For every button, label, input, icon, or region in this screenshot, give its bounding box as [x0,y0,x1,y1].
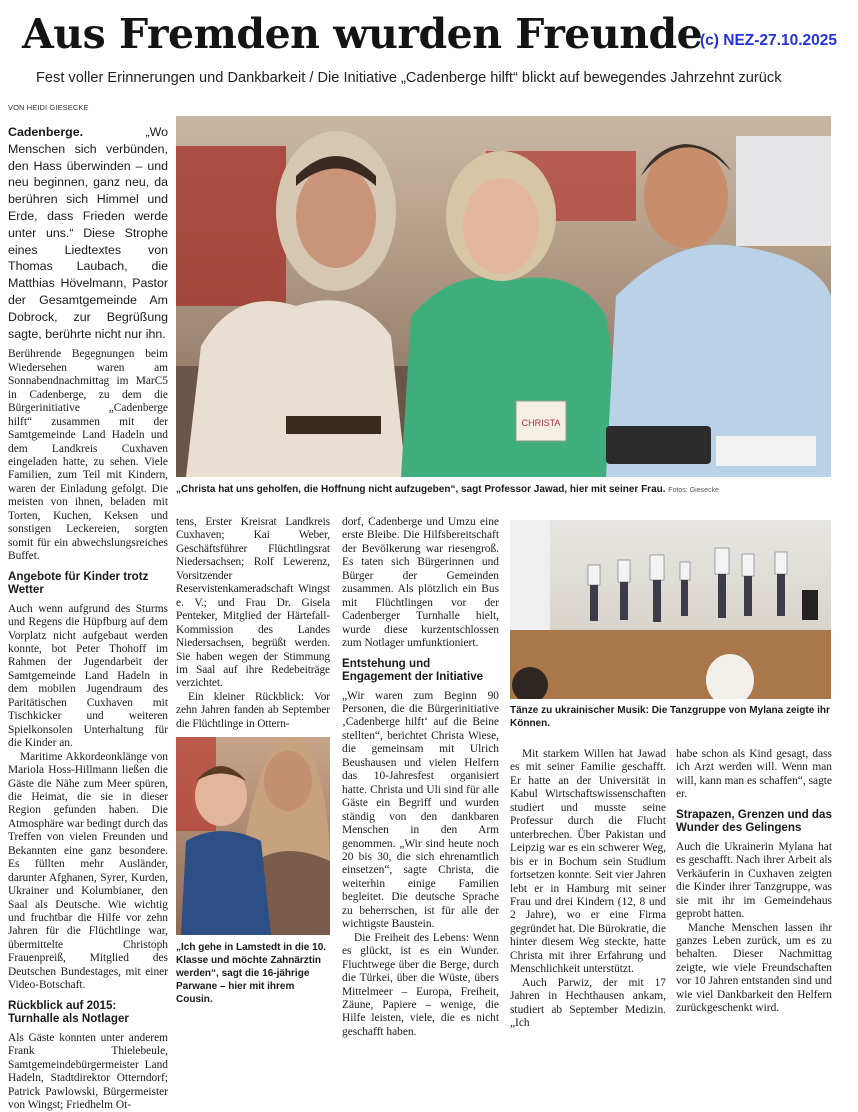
paragraph: Als Gäste konnten unter anderem Frank Thielebeule, Samtgemeindebürgermeister Land Hadeln, Stadtdirektor Otterndorf; Patrick Pawlowski, Bürgermeister von Wingst; Friedhelm Ot- [8,1031,168,1112]
parwane-photo-illustration [176,737,330,935]
subheading: Rückblick auf 2015: Turnhalle als Notlager [8,998,129,1026]
copyright-notice: (c) NEZ-27.10.2025 [700,32,837,49]
dance-photo-illustration [510,520,831,699]
subheading: Entstehung und Engagement der Initiative [342,656,484,684]
column-3 [342,516,499,1039]
column-2 [176,516,330,731]
paragraph: Auch Parwiz, der mit 17 Jahren in Hechthausen ankam, studiert ab September Medizin. „Ich [510,976,666,1030]
paragraph: Maritime Akkordeonklänge von Mariola Hoss-Hillmann ließen die Gäste die Nähe zum Meer spüren, die Heimat, die sie in dieser Region gefunden haben. Die Atmosphäre war bedingt durch das Treffen von vielen Freunden und Bekannten eine ganz besondere. Es füllten mehr Ausländer, darunter Afghanen, Syrer, Kurden, Ukrainer und Kolumbianer, den Saal als Deutsche. Wie wichtig und fruchtbar die Hilfe vor zehn Jahren für die Flüchtlinge war, übermittelte Christoph Frauenpreiß, Mitglied des Deutschen Bundestages, mit einer Video-Botschaft. [8,750,168,992]
subtitle: Fest voller Erinnerungen und Dankbarkeit / Die Initiative „Cadenberge hilft“ blickt auf bewegendes Jahrzehnt zurück [36,70,782,86]
main-photo-caption [176,483,831,497]
dance-photo [510,520,831,699]
column-4 [510,748,666,1031]
parwane-photo [176,737,330,935]
photo-credit: Fotos: Giesecke [668,487,719,494]
dance-photo-caption: Tänze zu ukrainischer Musik: Die Tanzgruppe von Mylana zeigte ihr Können. [510,705,830,729]
lead-text: „Wo Menschen sich verbünden, den Hass überwinden – und neu beginnen, ganz neu, da berühren sich Himmel und Erde, dass Frieden werde unter uns.“ Diese Strophe eines Liedtextes von Thomas Laubach, die Matthias Hövelmann, Pastor der Gesamtgemeinde Am Dobrock, zur Begrüßung sagte, berührte nicht nur ihn. [8,125,168,341]
main-photo-illustration [176,116,831,477]
byline: VON HEIDI GIESECKE [8,103,89,112]
subheading: Strapazen, Grenzen und das Wunder des Gelingens [676,807,832,835]
paragraph: Ein kleiner Rückblick: Vor zehn Jahren fanden ab September die Flüchtlinge in Ottern- [176,690,330,730]
main-photo [176,116,831,477]
column-2-stack [176,516,332,1006]
lead-paragraph [8,124,168,342]
caption-text: „Christa hat uns geholfen, die Hoffnung nicht aufzugeben“, sagt Professor Jawad, hier mit seiner Frau. [176,484,666,495]
paragraph: Manche Menschen lassen ihr ganzes Leben zurück, um es zu behalten. Dieser Nachmittag zeigte, wie viele Freundschaften vor 10 Jahren entstanden sind und wie viel Dankbarkeit den Helfern zurückgeschenkt wird. [676,921,832,1015]
column-1 [8,124,168,1112]
parwane-photo-caption: „Ich gehe in Lamstedt in die 10. Klasse und möchte Zahnärztin werden“, sagt die 16-jährige Parwane – hier mit ihrem Cousin. [176,942,327,1005]
dateline: Cadenberge. [8,125,84,139]
column-5 [676,748,832,1016]
paragraph: tens, Erster Kreisrat Landkreis Cuxhaven; Kai Weber, Geschäftsführer Flüchtlingsrat Niedersachsen; Rolf Lewerenz, Vorsitzender Reservistenkameradschaft Wingst e. V.; und Frau Dr. Gisela Penteker, Mitglied der Härtefall-Kommission des Landes Niedersachsen, begrüßt werden. Sie haben wegen der Stimmung im Saal auf ihre Redebeiträge verzichtet. [176,516,330,690]
subheading: Angebote für Kinder trotz Wetter [8,569,149,597]
paragraph: Die Freiheit des Lebens: Wenn es glückt, ist es ein Wunder. Fluchtwege über die Berge, durch die Türkei, über die Wüste, übers Mittelmeer – Europa, Freiheit, Zäune, Papiere – wenige, die Hilfe leisten, viele, die es nicht geschafft haben. [342,931,499,1038]
paragraph: habe schon als Kind gesagt, dass ich Arzt werden will. Wenn man will, kann man es schaffen“, sagte er. [676,748,832,801]
paragraph: Berührende Begegnungen beim Wiedersehen waren am Sonnabendnachmittag im MarC5 in Cadenberge, zu dem die Bürgerinitiative „Cadenberge hilft“ zusammen mit der Samtgemeinde Land Hadeln und dem Landkreis Cuxhaven eingeladen hatte, zu sehen. Viele Familien, zum Teil mit Kindern, waren der Einladung gefolgt. Die meisten von ihnen, beladen mit Torten, Kuchen, Keksen und sonstigen Leckereien, sorgten somit für ein abwechslungsreiches Buffet. [8,348,168,563]
name-tag: CHRISTA [521,418,561,428]
paragraph: Auch die Ukrainerin Mylana hat es geschafft. Nach ihrer Arbeit als Verkäuferin in Cuxhaven zeigten die Kinder ihrer Tanzgruppe, was sie mit ihr im Gemeindehaus geprobt hatten. [676,840,832,921]
paragraph: dorf, Cadenberge und Umzu eine erste Bleibe. Die Hilfsbereitschaft der Bevölkerung war riesengroß. Es taten sich Bürgerinnen und Bürger der Gemeinden zusammen. Als plötzlich ein Bus mit Flüchtlingen vor der Cadenberger Turnhalle hielt, wurde diese kurzentschlossen zum Notlager umfunktioniert. [342,516,499,650]
paragraph: „Wir waren zum Beginn 90 Personen, die die Bürgerinitiative ‚Cadenberge hilft‘ auf die Beine stellten“, berichtet Christa Wiese, die gemeinsam mit Ulrich Beushausen und vielen Helfern das 10-Jahresfest organisiert hatte. Christa und Uli sind für alle Gäste ein Begriff und wurden ständig von den dankbaren Menschen in den Arm genommen. „Wir sind heute noch 20 bis 30, die sich ehrenamtlich einsetzen“, sagte Christa, die weiterhin einige Familien begleitet. Die deutsche Sprache zu beherrschen, ist für alle der wichtigste Baustein. [342,689,499,931]
paragraph: Mit starkem Willen hat Jawad es mit seiner Familie geschafft. Er hatte an der Universität in Kabul Wirtschaftswissenschaften studiert und musste seine Professur durch die Flucht unterbrechen. Über Pakistan und Leipzig war es ein schwerer Weg, bis er in Bochum sein Studium fortsetzen konnte. Seit vier Jahren lebt er in Hamburg mit seiner Frau und drei Kindern (12, 8 und 2 Jahre), wo er eine Firma gegründet hat. Die Bürokratie, die hinter diesem Weg steckte, hatte Christa mit ihrer Erfahrung und Menschlichkeit unterstützt. [510,748,666,976]
paragraph: Auch wenn aufgrund des Sturms und Regens die Hüpfburg auf dem Vorplatz nicht aufgebaut werden konnte, bot Peter Thohoff im Rahmen der Jugendarbeit der Samtgemeinde Land Hadeln in dem mobilen Jugendraum des Paritätischen Cuxhaven mit Tischkicker und weiteren Spielkonsolen Unterhaltung für die Kinder an. [8,602,168,750]
headline: Aus Fremden wurden Freunde [22,10,703,58]
